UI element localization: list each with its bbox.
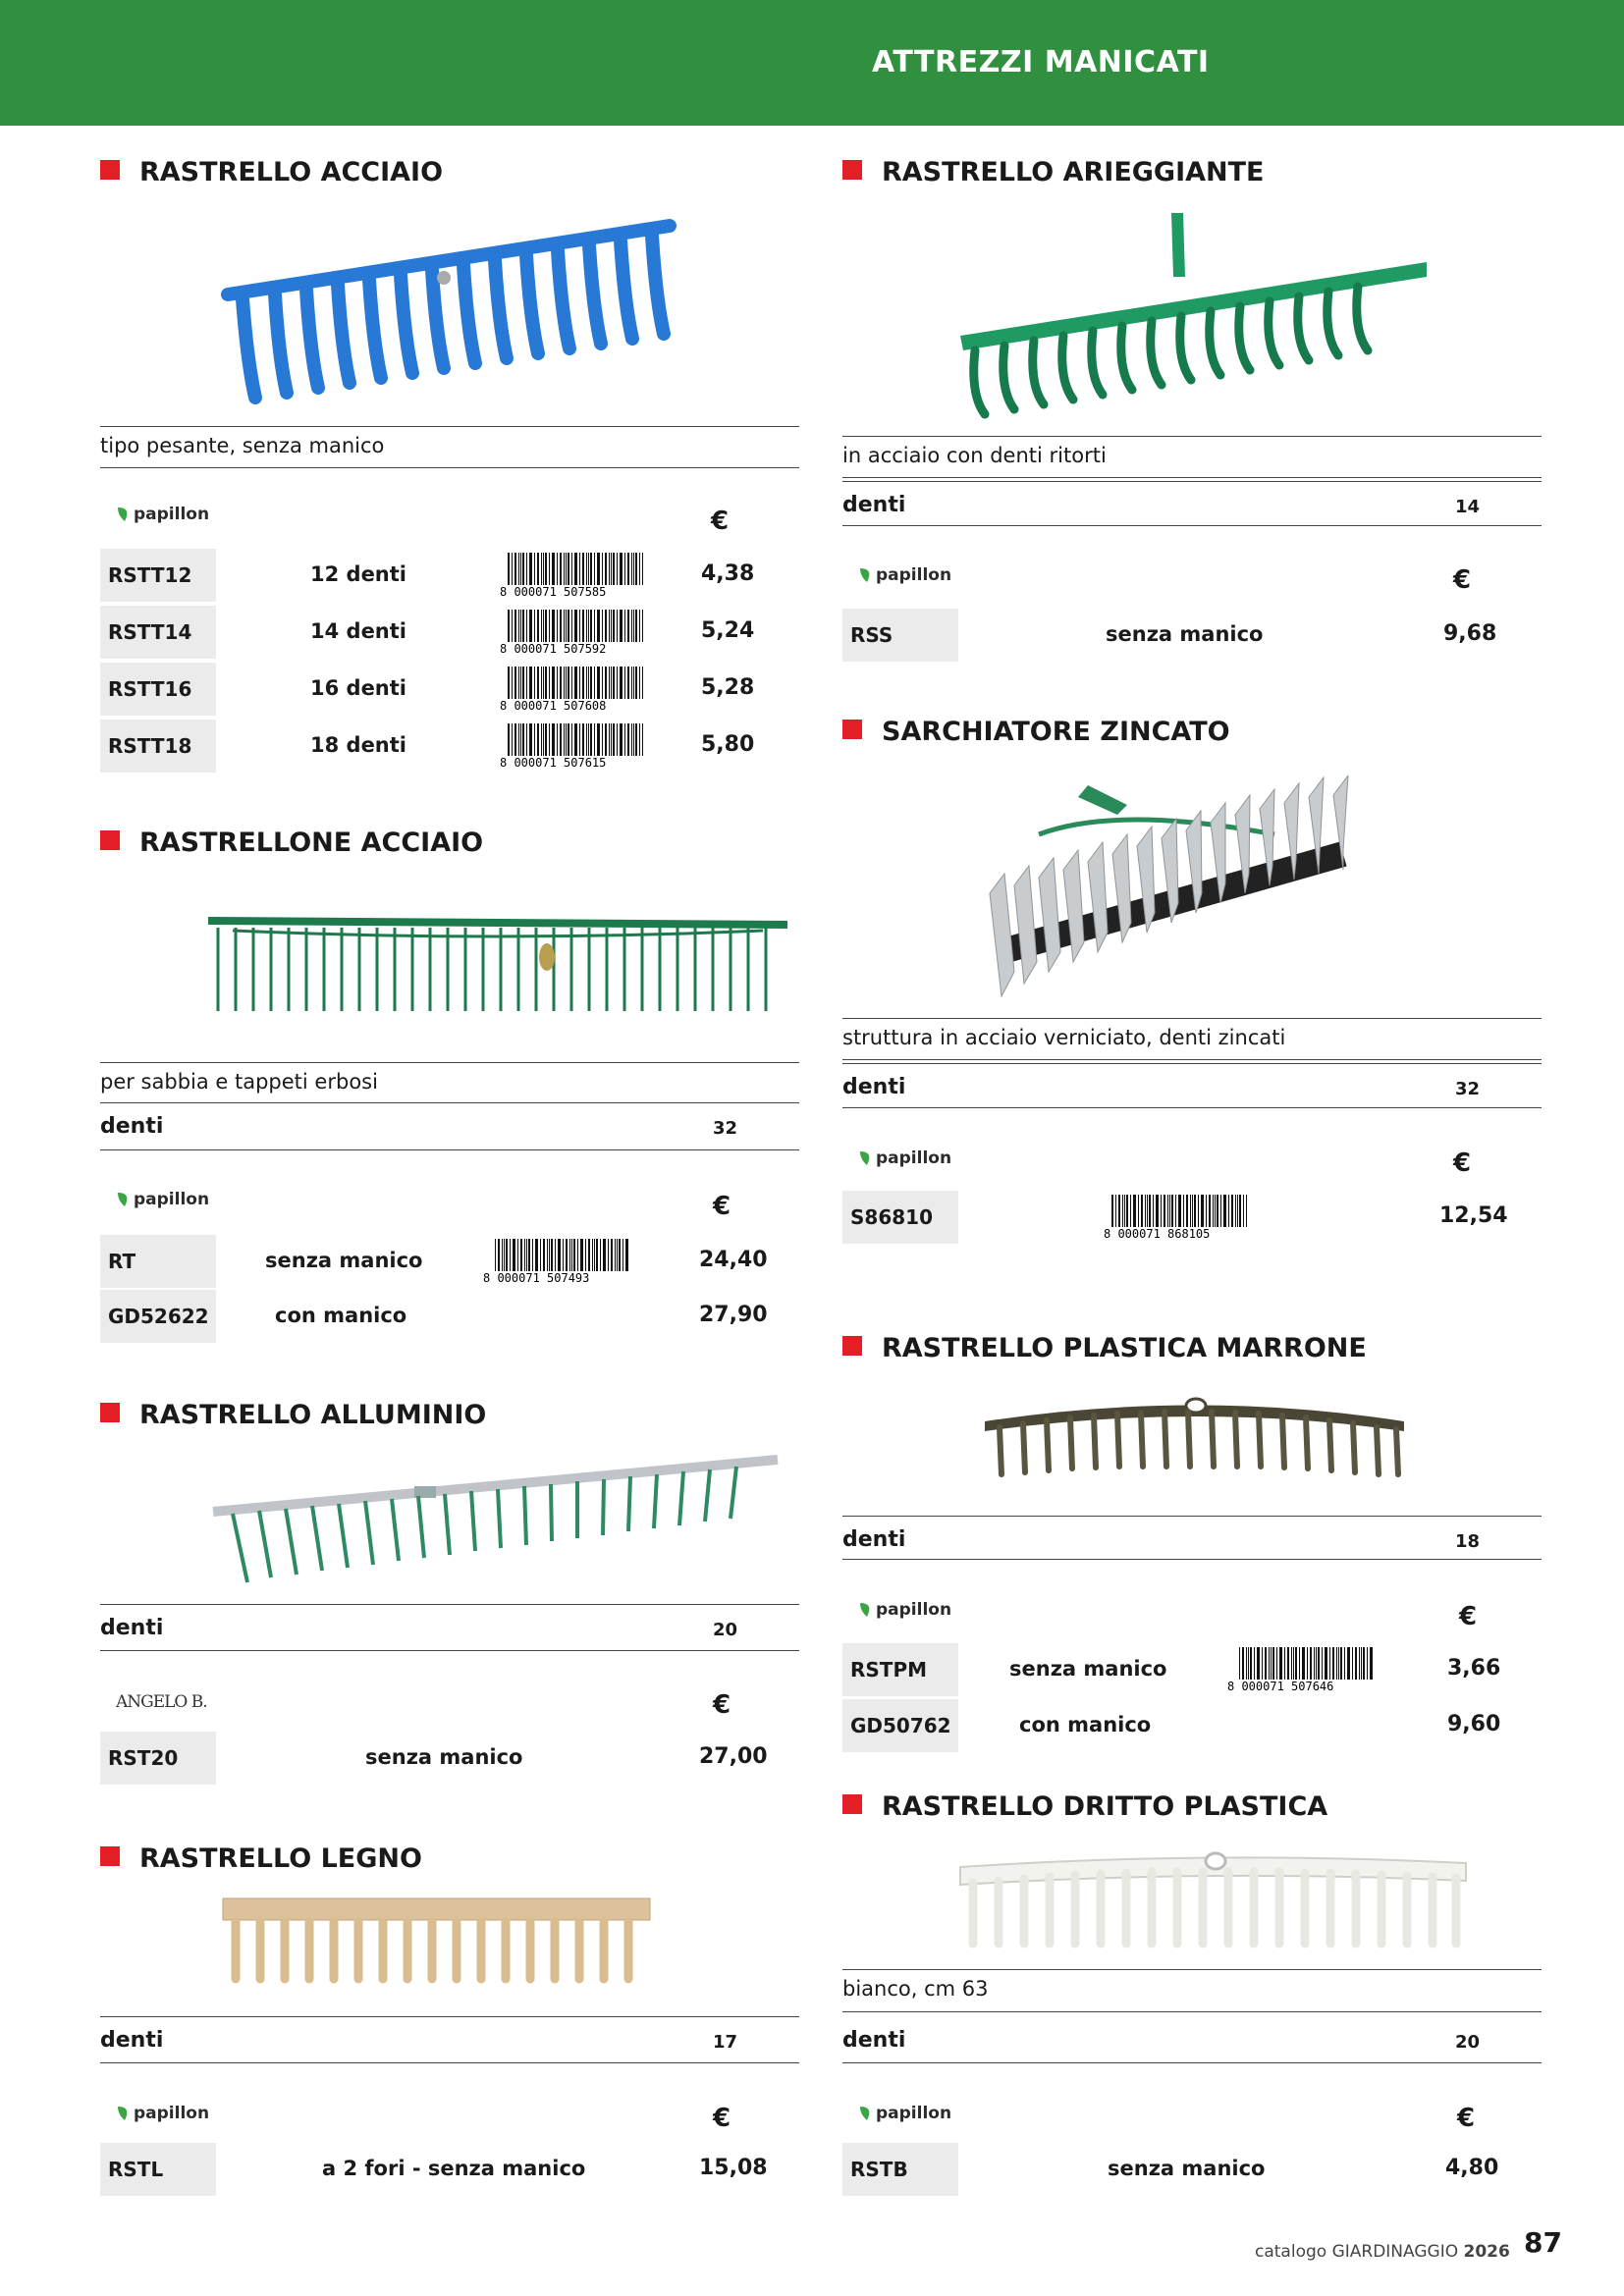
leaf-icon <box>116 1191 134 1208</box>
product-variant: 16 denti <box>310 676 406 700</box>
rake-image-plastic-brown <box>980 1384 1412 1482</box>
product-variant: a 2 fori - senza manico <box>322 2157 586 2180</box>
product-code-cell: GD52622 <box>100 1290 216 1343</box>
divider <box>842 436 1542 437</box>
teeth-count-row <box>842 487 1542 526</box>
teeth-count: 17 <box>713 2032 738 2053</box>
section-title-rastrello-acciaio: RASTRELLO ACCIAIO <box>100 157 443 187</box>
divider <box>842 2062 1542 2063</box>
product-description: in acciaio con denti ritorti <box>842 444 1107 467</box>
product-price: 27,00 <box>699 1744 768 1769</box>
product-variant: senza manico <box>1108 2157 1266 2180</box>
teeth-count: 32 <box>1455 1079 1481 1099</box>
product-price: 3,66 <box>1447 1656 1501 1681</box>
product-price: 4,80 <box>1445 2156 1499 2180</box>
product-code-cell: RSS <box>842 609 958 662</box>
product-description: per sabbia e tappeti erbosi <box>100 1070 378 1094</box>
footer-catalog-label: catalogo GIARDINAGGIO 2026 <box>1255 2242 1510 2262</box>
rake-image-aluminium <box>208 1445 787 1587</box>
table-row <box>842 1643 1542 1696</box>
teeth-count: 18 <box>1455 1531 1481 1552</box>
product-variant: 12 denti <box>310 562 406 586</box>
divider <box>100 1604 799 1605</box>
divider <box>842 1059 1542 1060</box>
teeth-count-row <box>100 1610 799 1649</box>
red-square-bullet <box>842 160 862 180</box>
table-row <box>100 1732 799 1785</box>
divider <box>842 1969 1542 1970</box>
rake-image-large-green <box>203 903 792 1021</box>
brand-logo-angelo: ANGELO B. <box>116 1692 207 1712</box>
cultivator-image-zinc <box>980 775 1392 1001</box>
rake-image-plastic-white <box>955 1845 1476 1953</box>
product-code-cell: S86810 <box>842 1191 958 1244</box>
product-variant: con manico <box>1019 1713 1152 1736</box>
rake-image-wood <box>218 1893 758 1991</box>
section-title-rastrello-alluminio: RASTRELLO ALLUMINIO <box>100 1400 486 1430</box>
teeth-count-row <box>842 2022 1542 2061</box>
section-title-rastrello-arieggiante: RASTRELLO ARIEGGIANTE <box>842 157 1264 187</box>
divider <box>842 1063 1542 1064</box>
currency-symbol: € <box>1459 1602 1478 1631</box>
svg-text:8 000071 507608: 8 000071 507608 <box>500 699 607 712</box>
barcode <box>500 667 649 712</box>
brand-logo-papillon: papillon <box>858 1600 951 1620</box>
leaf-icon <box>116 506 134 523</box>
red-square-bullet <box>842 1336 862 1356</box>
section-title-rastrello-dritto-plastica: RASTRELLO DRITTO PLASTICA <box>842 1791 1327 1822</box>
teeth-count-row <box>100 1108 799 1148</box>
product-variant: senza manico <box>1106 622 1264 646</box>
divider <box>842 1559 1542 1560</box>
leaf-icon <box>858 1149 876 1167</box>
section-title-sarchiatore-zincato: SARCHIATORE ZINCATO <box>842 717 1230 747</box>
product-price: 9,68 <box>1443 621 1497 646</box>
product-price: 5,80 <box>701 732 755 757</box>
table-row <box>842 1191 1542 1244</box>
teeth-label: denti <box>842 1527 906 1552</box>
product-price: 24,40 <box>699 1248 768 1272</box>
divider <box>100 1149 799 1150</box>
page-category-title: ATTREZZI MANICATI <box>872 45 1210 80</box>
product-variant: senza manico <box>265 1249 423 1272</box>
product-code-cell: RSTPM <box>842 1643 958 1696</box>
product-variant: 18 denti <box>310 733 406 757</box>
teeth-label: denti <box>842 1075 906 1099</box>
table-row <box>842 2143 1542 2196</box>
red-square-bullet <box>100 160 120 180</box>
product-description: bianco, cm 63 <box>842 1977 989 2001</box>
teeth-label: denti <box>842 493 906 517</box>
rake-image-aerator-green <box>955 208 1446 429</box>
currency-symbol: € <box>711 507 730 536</box>
currency-symbol: € <box>713 2104 731 2133</box>
divider <box>100 1650 799 1651</box>
product-code-cell: RT <box>100 1235 216 1288</box>
currency-symbol: € <box>1453 1148 1472 1178</box>
product-variant: 14 denti <box>310 619 406 643</box>
section-title-rastrello-legno: RASTRELLO LEGNO <box>100 1843 422 1874</box>
header-bar <box>0 0 1624 126</box>
barcode <box>483 1239 632 1284</box>
brand-logo-papillon: papillon <box>858 2104 951 2123</box>
product-code-cell: RSTT18 <box>100 720 216 773</box>
product-code-cell: RSTB <box>842 2143 958 2196</box>
table-row <box>100 606 799 659</box>
teeth-count: 14 <box>1455 497 1481 517</box>
red-square-bullet <box>100 1846 120 1866</box>
teeth-count-row <box>842 1522 1542 1561</box>
product-code-cell: RSTT16 <box>100 663 216 716</box>
divider <box>842 1516 1542 1517</box>
currency-symbol: € <box>1457 2104 1476 2133</box>
product-price: 4,38 <box>701 561 755 586</box>
rake-image-steel-blue <box>208 196 787 412</box>
divider <box>842 525 1542 526</box>
svg-text:8 000071 507615: 8 000071 507615 <box>500 756 607 769</box>
brand-logo-papillon: papillon <box>116 1190 209 1209</box>
svg-text:8 000071 507585: 8 000071 507585 <box>500 585 607 598</box>
red-square-bullet <box>842 1794 862 1814</box>
divider <box>100 1102 799 1103</box>
product-price: 15,08 <box>699 2156 768 2180</box>
teeth-count-row <box>100 2022 799 2061</box>
table-row <box>842 1699 1542 1752</box>
table-row <box>100 2143 799 2196</box>
divider <box>842 2011 1542 2012</box>
leaf-icon <box>858 1601 876 1619</box>
red-square-bullet <box>100 830 120 850</box>
product-price: 9,60 <box>1447 1712 1501 1736</box>
product-description: tipo pesante, senza manico <box>100 434 385 457</box>
teeth-count: 32 <box>713 1118 738 1139</box>
divider <box>100 2062 799 2063</box>
svg-text:8 000071 507646: 8 000071 507646 <box>1227 1680 1334 1692</box>
red-square-bullet <box>842 720 862 739</box>
barcode <box>500 723 649 769</box>
red-square-bullet <box>100 1403 120 1422</box>
product-code-cell: RSTT12 <box>100 549 216 602</box>
product-description: struttura in acciaio verniciato, denti zincati <box>842 1026 1286 1049</box>
section-title-rastrellone-acciaio: RASTRELLONE ACCIAIO <box>100 828 483 858</box>
teeth-label: denti <box>842 2028 906 2053</box>
product-code-cell: RST20 <box>100 1732 216 1785</box>
section-title-rastrello-plastica-marrone: RASTRELLO PLASTICA MARRONE <box>842 1333 1367 1363</box>
product-code-cell: GD50762 <box>842 1699 958 1752</box>
product-code-cell: RSTT14 <box>100 606 216 659</box>
brand-logo-papillon: papillon <box>116 2104 209 2123</box>
table-row <box>100 720 799 773</box>
divider <box>842 1107 1542 1108</box>
product-code-cell: RSTL <box>100 2143 216 2196</box>
product-price: 27,90 <box>699 1303 768 1327</box>
divider <box>842 477 1542 478</box>
product-variant: senza manico <box>1009 1657 1167 1681</box>
teeth-label: denti <box>100 1616 164 1640</box>
leaf-icon <box>858 566 876 584</box>
brand-logo-papillon: papillon <box>858 1148 951 1168</box>
leaf-icon <box>858 2105 876 2122</box>
page-number: 87 <box>1524 2226 1562 2259</box>
divider <box>100 2016 799 2017</box>
teeth-count-row <box>842 1069 1542 1108</box>
product-price: 5,24 <box>701 618 755 643</box>
table-row <box>100 549 799 602</box>
currency-symbol: € <box>1453 565 1472 595</box>
currency-symbol: € <box>713 1192 731 1221</box>
teeth-count: 20 <box>1455 2032 1481 2053</box>
teeth-label: denti <box>100 1114 164 1139</box>
divider <box>100 426 799 427</box>
brand-logo-papillon: papillon <box>116 505 209 524</box>
svg-text:8 000071 507493: 8 000071 507493 <box>483 1271 590 1284</box>
divider <box>842 481 1542 482</box>
table-row <box>842 609 1542 662</box>
product-variant: senza manico <box>365 1745 523 1769</box>
product-price: 12,54 <box>1439 1203 1508 1228</box>
leaf-icon <box>116 2105 134 2122</box>
table-row <box>100 1235 799 1288</box>
brand-logo-papillon: papillon <box>858 565 951 585</box>
table-row <box>100 1290 799 1343</box>
table-row <box>100 663 799 716</box>
divider <box>100 1062 799 1063</box>
divider <box>842 1018 1542 1019</box>
teeth-label: denti <box>100 2028 164 2053</box>
product-variant: con manico <box>275 1304 407 1327</box>
currency-symbol: € <box>713 1690 731 1720</box>
barcode <box>500 553 649 598</box>
product-price: 5,28 <box>701 675 755 700</box>
teeth-count: 20 <box>713 1620 738 1640</box>
barcode <box>1227 1647 1377 1692</box>
svg-text:8 000071 868105: 8 000071 868105 <box>1104 1227 1211 1240</box>
divider <box>100 467 799 468</box>
svg-text:8 000071 507592: 8 000071 507592 <box>500 642 607 655</box>
barcode <box>1104 1195 1253 1240</box>
barcode <box>500 610 649 655</box>
